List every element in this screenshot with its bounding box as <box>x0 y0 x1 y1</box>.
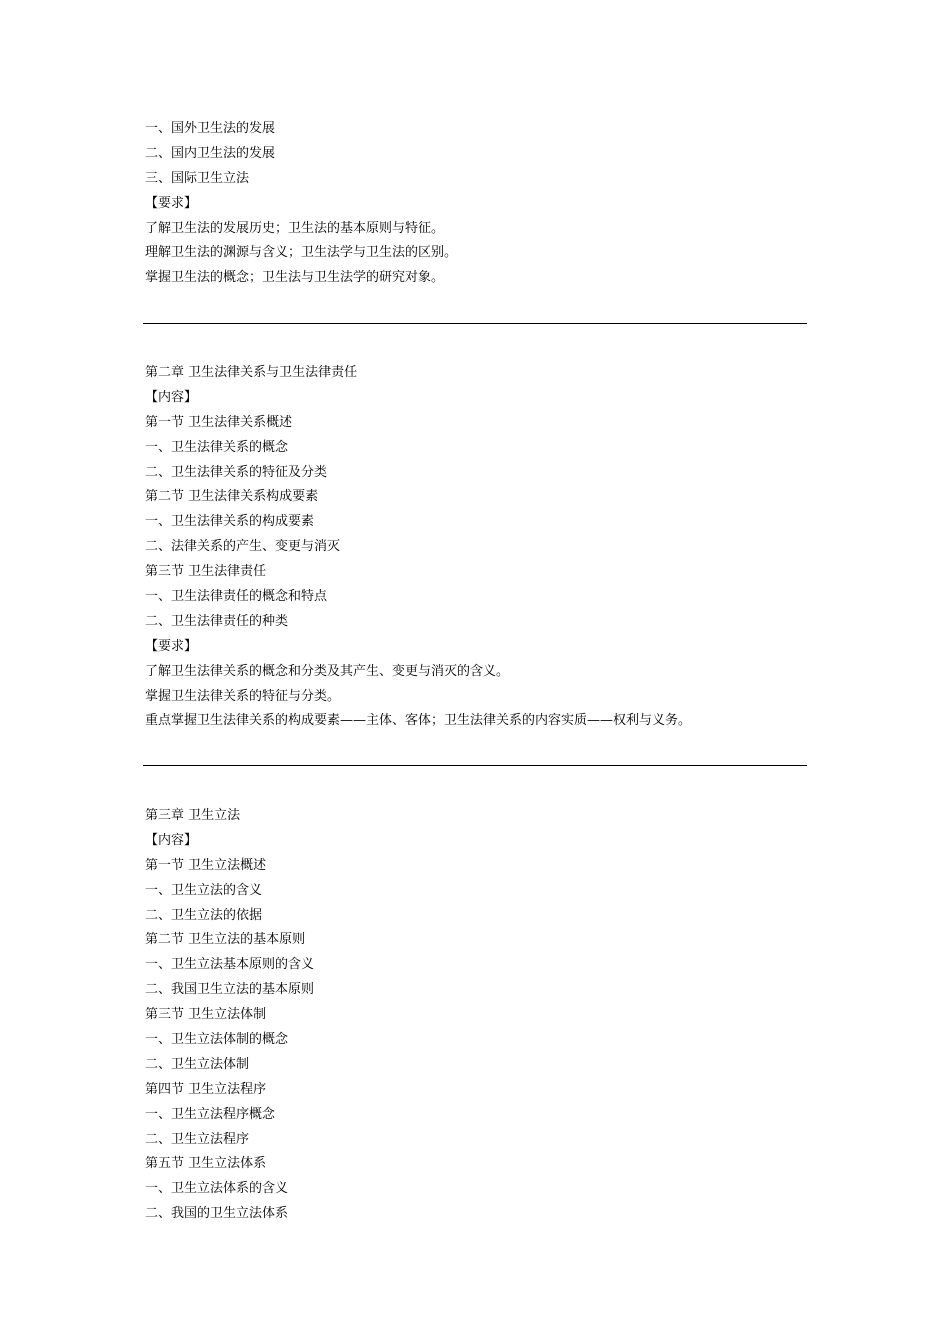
requirement-line: 了解卫生法律关系的概念和分类及其产生、变更与消灭的含义。 <box>145 663 510 679</box>
section-1-text <box>145 117 807 291</box>
outline-line: 二、卫生法律关系的特征及分类 <box>145 464 328 480</box>
text-line: 一、国外卫生法的发展 <box>145 121 276 136</box>
outline-line: 第三节 卫生立法体制 <box>145 1007 267 1023</box>
outline-line: 一、卫生立法基本原则的含义 <box>145 957 315 973</box>
section-divider <box>143 765 807 766</box>
content-label: 【内容】 <box>145 389 198 405</box>
outline-line: 第五节 卫生立法体系 <box>145 1156 267 1172</box>
requirements-label: 【要求】 <box>145 638 198 654</box>
outline-line: 第一节 卫生法律关系概述 <box>145 414 293 430</box>
outline-line: 二、卫生立法的依据 <box>145 907 263 923</box>
requirements-label: 【要求】 <box>145 195 198 211</box>
chapter-2 <box>145 361 807 734</box>
requirement-line: 掌握卫生法律关系的特征与分类。 <box>145 688 341 704</box>
outline-line: 第三节 卫生法律责任 <box>145 564 267 580</box>
requirement-line: 理解卫生法的渊源与含义；卫生法学与卫生法的区别。 <box>145 245 458 261</box>
outline-line: 第二节 卫生立法的基本原则 <box>145 932 306 948</box>
outline-line: 二、卫生立法体制 <box>145 1056 250 1072</box>
chapter-title: 第二章 卫生法律关系与卫生法律责任 <box>145 365 358 380</box>
section-divider <box>143 323 807 324</box>
outline-line: 二、卫生法律责任的种类 <box>145 613 289 629</box>
outline-line: 一、卫生立法体系的含义 <box>145 1181 289 1197</box>
outline-line: 二、卫生立法程序 <box>145 1131 250 1147</box>
requirement-line: 了解卫生法的发展历史；卫生法的基本原则与特征。 <box>145 220 445 236</box>
outline-line: 一、卫生立法体制的概念 <box>145 1032 289 1048</box>
outline-line: 一、卫生法律责任的概念和特点 <box>145 589 328 605</box>
outline-line: 二、我国卫生立法的基本原则 <box>145 982 315 998</box>
outline-line: 二、我国的卫生立法体系 <box>145 1206 289 1222</box>
content-label: 【内容】 <box>145 832 198 848</box>
text-line: 二、国内卫生法的发展 <box>145 145 276 161</box>
outline-line: 一、卫生立法程序概念 <box>145 1106 276 1122</box>
outline-line: 一、卫生立法的含义 <box>145 882 263 898</box>
text-line: 三、国际卫生立法 <box>145 170 250 186</box>
chapter-3 <box>145 804 807 1227</box>
outline-line: 第一节 卫生立法概述 <box>145 857 267 873</box>
outline-line: 一、卫生法律关系的构成要素 <box>145 514 315 530</box>
outline-line: 一、卫生法律关系的概念 <box>145 439 289 455</box>
outline-line: 第二节 卫生法律关系构成要素 <box>145 489 319 505</box>
requirement-line: 重点掌握卫生法律关系的构成要素——主体、客体；卫生法律关系的内容实质——权利与义务。 <box>145 713 692 729</box>
chapter-title: 第三章 卫生立法 <box>145 808 241 823</box>
outline-line: 第四节 卫生立法程序 <box>145 1081 267 1097</box>
outline-line: 二、法律关系的产生、变更与消灭 <box>145 539 341 555</box>
requirement-line: 掌握卫生法的概念；卫生法与卫生法学的研究对象。 <box>145 270 445 286</box>
